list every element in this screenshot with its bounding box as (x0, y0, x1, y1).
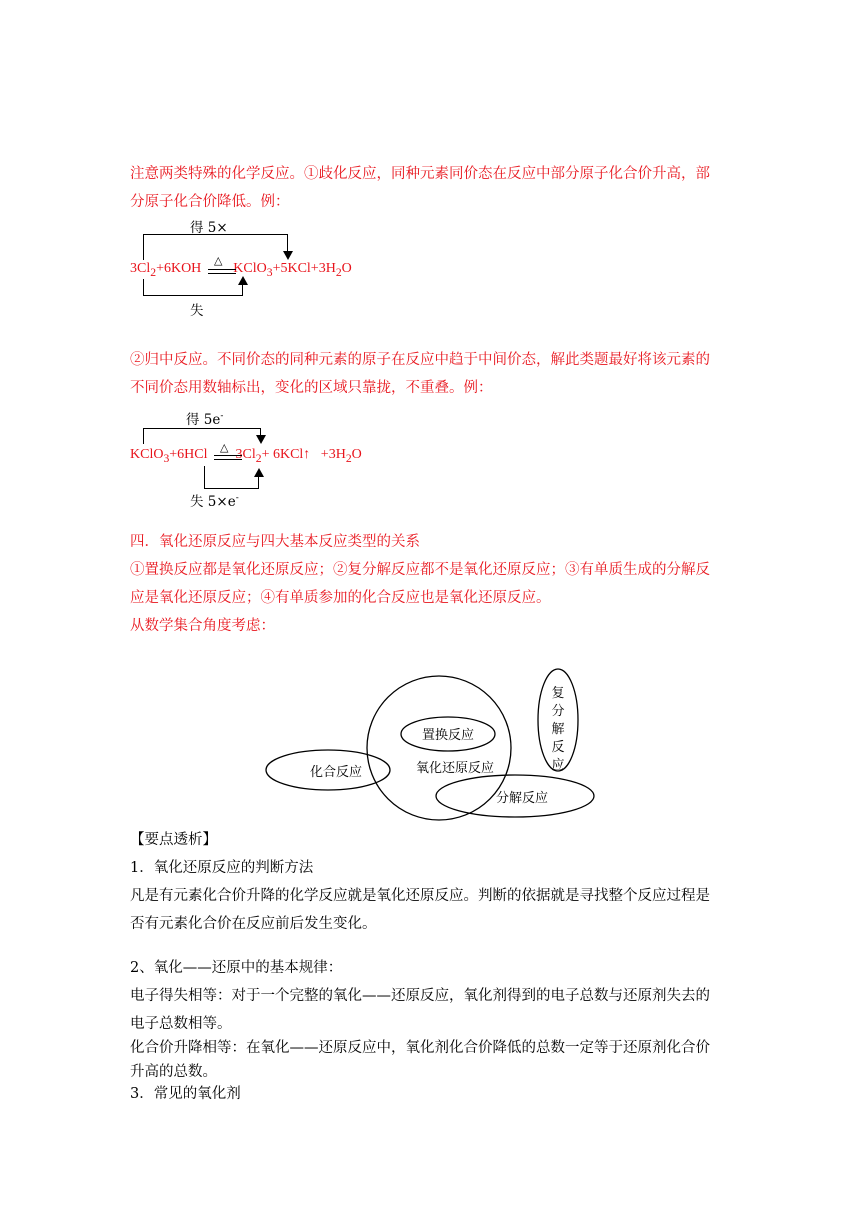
double-decomposition-char: 分 (551, 704, 565, 719)
double-decomposition-ellipse (538, 669, 578, 771)
gain-electrons-label: 得 5e- (186, 411, 224, 428)
paragraph-comproportionation-line2: 不同价态用数轴标出，变化的区域只靠拢，不重叠。例： (130, 380, 493, 396)
heat-condition-symbol: △ (214, 254, 223, 267)
product-cl2: 3Cl (235, 447, 256, 462)
heat-condition-symbol: △ (220, 441, 229, 454)
equation-2: KClO$_3$+6HCl $3Cl_2+$ 6KCl↑ $+3H_2O$ (130, 447, 362, 465)
section-four-heading: 四．氧化还原反应与四大基本反应类型的关系 (130, 534, 420, 550)
double-decomposition-char: 应 (551, 758, 565, 773)
redox-circle (367, 676, 511, 820)
double-decomposition-char: 复 (551, 686, 565, 701)
displacement-label: 置换反应 (421, 728, 475, 743)
section-four-line3: 从数学集合角度考虑： (130, 618, 275, 634)
key-points-heading: 【要点透析】 (130, 832, 217, 848)
redox-label: 氧化还原反应 (415, 761, 495, 776)
item2-line1: 电子得失相等：对于一个完整的氧化——还原反应，氧化剂得到的电子总数与还原剂失去的 (130, 988, 710, 1004)
product-kclo3: KClO (233, 261, 267, 276)
gain-electrons-label: 得 5× (190, 220, 228, 236)
paragraph-disproportionation-line2: 分原子化合价降低。例： (130, 194, 290, 210)
combination-label: 化合反应 (309, 765, 363, 780)
item2-line3: 化合价升降相等：在氧化——还原反应中，氧化剂化合价降低的总数一定等于还原剂化合价 (130, 1040, 710, 1056)
paragraph-disproportionation-line1: 注意两类特殊的化学反应。①歧化反应，同种元素同价态在反应中部分原子化合价升高，部 (130, 166, 710, 182)
item2-line2: 电子总数相等。 (130, 1016, 232, 1032)
section-four-line2: 应是氧化还原反应；④有单质参加的化合反应也是氧化还原反应。 (130, 590, 551, 606)
item3-title: 3．常见的氧化剂 (130, 1086, 241, 1102)
paragraph-comproportionation-line1: ②归中反应。不同价态的同种元素的原子在反应中趋于中间价态，解此类题最好将该元素的 (130, 352, 710, 368)
decomposition-label: 分解反应 (495, 791, 549, 806)
lose-electrons-label: 失 5×e- (190, 493, 239, 510)
item2-title: 2、氧化——还原中的基本规律： (130, 960, 343, 976)
item1-line2: 否有元素化合价在反应前后发生变化。 (130, 916, 377, 932)
item1-title: 1．氧化还原反应的判断方法 (130, 860, 314, 876)
item1-line1: 凡是有元素化合价升降的化学反应就是氧化还原反应。判断的依据就是寻找整个反应过程是 (130, 888, 710, 904)
lose-electrons-label: 失 (190, 303, 204, 319)
double-decomposition-char: 反 (551, 740, 565, 755)
item2-line4: 升高的总数。 (130, 1064, 217, 1080)
reactants: 3Cl (130, 261, 151, 276)
equation-1: $3Cl_2+6KOH$ $KClO_3+5KCl+3H_2O$ (130, 261, 352, 279)
double-decomposition-char: 解 (551, 722, 565, 737)
reactants: KClO (130, 447, 164, 462)
section-four-line1: ①置换反应都是氧化还原反应；②复分解反应都不是氧化还原反应；③有单质生成的分解反 (130, 562, 710, 578)
